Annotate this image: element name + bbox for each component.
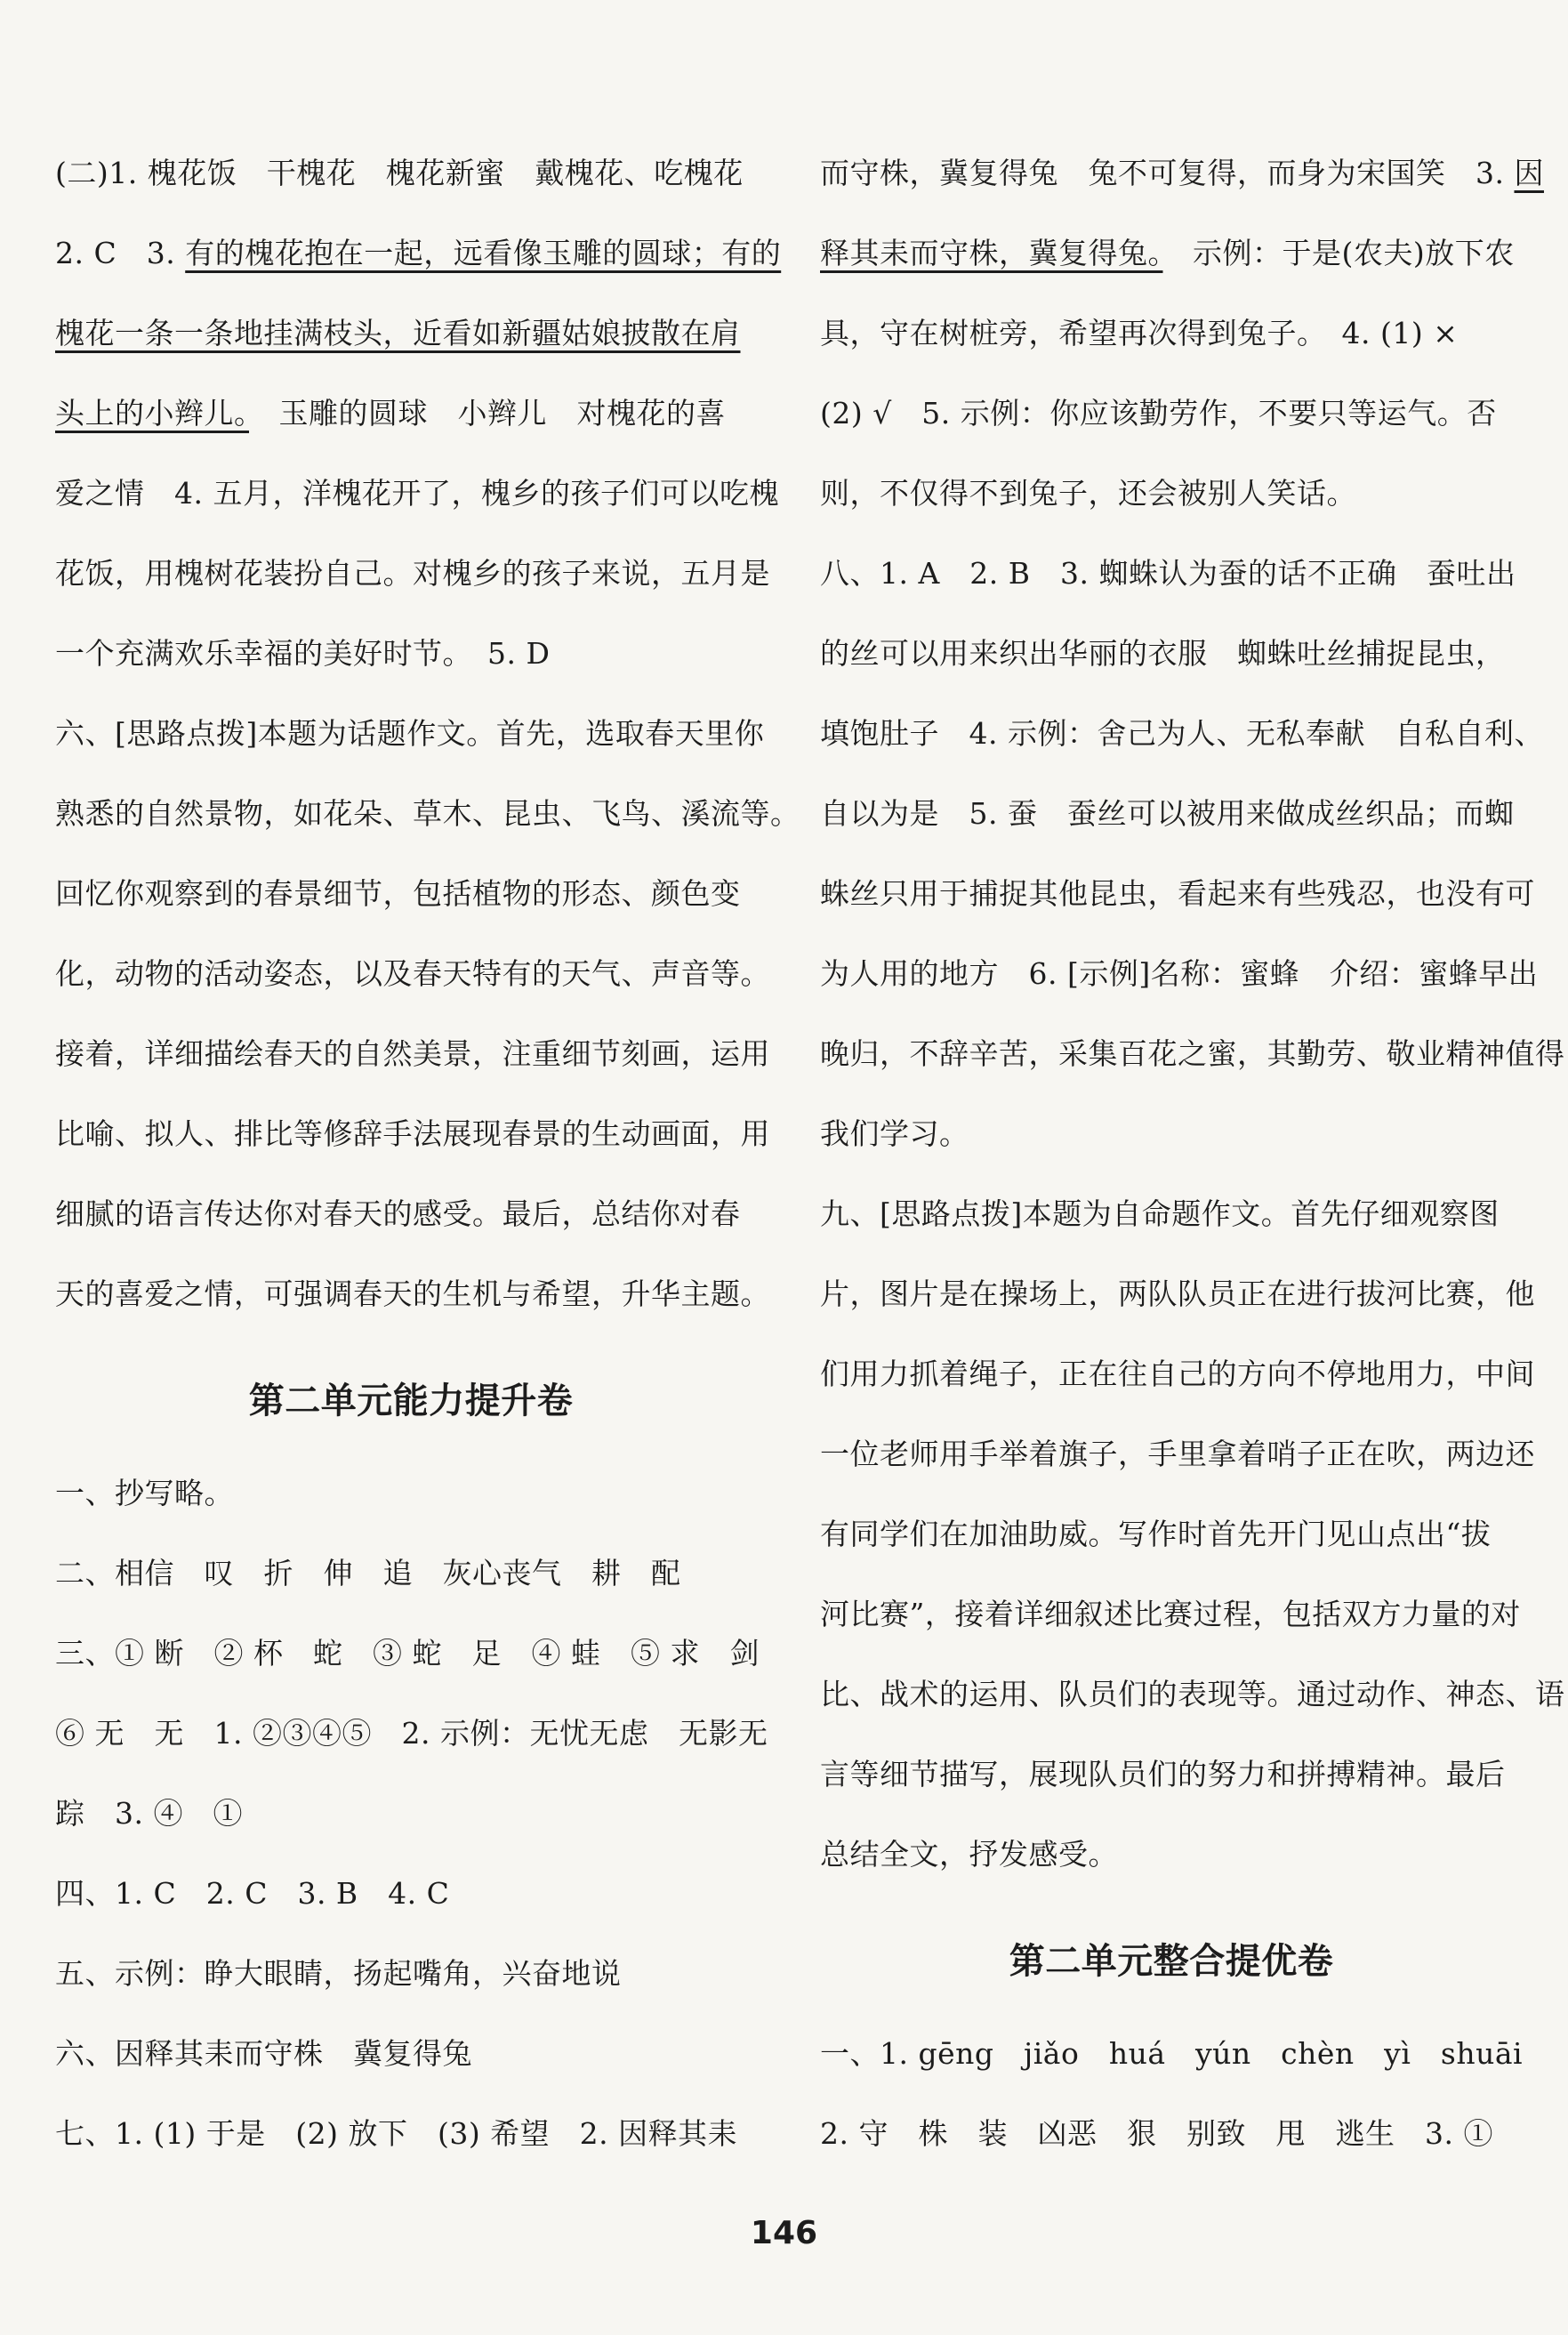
answer-line: 天的喜爱之情，可强调春天的生机与希望，升华主题。 (55, 1276, 770, 1311)
left-column (55, 133, 800, 2174)
answer-line: 一、1. gēng jiǎo huá yún chèn yì shuāi (820, 2036, 1524, 2071)
answer-line: 言等细节描写，展现队员们的努力和拼搏精神。最后 (820, 1757, 1506, 1792)
answer-line: 填饱肚子 4. 示例：舍己为人、无私奉献 自私自利、 (820, 716, 1544, 751)
answer-line: 蛛丝只用于捕捉其他昆虫，看起来有些残忍，也没有可 (820, 876, 1535, 911)
answer-line: 八、1. A 2. B 3. 蜘蛛认为蚕的话不正确 蚕吐出 (820, 556, 1516, 591)
answer-line: 一、抄写略。 (55, 1476, 234, 1510)
answer-line: 二、相信 叹 折 伸 追 灰心丧气 耕 配 (55, 1556, 681, 1590)
answer-line: ⑥ 无 无 1. ②③④⑤ 2. 示例：无忧无虑 无影无 (55, 1716, 768, 1751)
underlined-answer: 头上的小辫儿。 (55, 396, 249, 431)
answer-line: 六、因释其耒而守株 冀复得兔 (55, 2036, 472, 2071)
page-number: 146 (750, 2215, 818, 2251)
answer-line: 熟悉的自然景物，如花朵、草木、昆虫、飞鸟、溪流等。 (55, 796, 800, 831)
answer-line: 晚归，不辞辛苦，采集百花之蜜，其勤劳、敬业精神值得 (820, 1036, 1565, 1071)
answer-line: 们用力抓着绳子，正在往自己的方向不停地用力，中间 (820, 1357, 1535, 1391)
answer-line: 比喻、拟人、排比等修辞手法展现春景的生动画面，用 (55, 1116, 770, 1151)
answer-line (55, 213, 782, 294)
answer-line: 一个充满欢乐幸福的美好时节。 5. D (55, 636, 551, 671)
underlined-answer: 有的槐花抱在一起，远看像玉雕的圆球；有的 (185, 236, 782, 270)
answer-line: 四、1. C 2. C 3. B 4. C (55, 1876, 450, 1911)
section-heading: 第二单元能力提升卷 (248, 1381, 574, 1421)
answer-line: 的丝可以用来织出华丽的衣服 蜘蛛吐丝捕捉昆虫， (820, 636, 1506, 671)
answer-line: 七、1. (1) 于是 (2) 放下 (3) 希望 2. 因释其耒 (55, 2116, 738, 2151)
answer-line: 片，图片是在操场上，两队队员正在进行拔河比赛，他 (820, 1276, 1535, 1311)
answer-line: 回忆你观察到的春景细节，包括植物的形态、颜色变 (55, 876, 741, 911)
section-heading: 第二单元整合提优卷 (1009, 1941, 1334, 1982)
answer-line: 爱之情 4. 五月，洋槐花开了，槐乡的孩子们可以吃槐 (55, 476, 779, 511)
answer-text: 而守株，冀复得兔 兔不可复得，而身为宋国笑 3. (820, 156, 1515, 190)
answer-line: 接着，详细描绘春天的自然美景，注重细节刻画，运用 (55, 1036, 770, 1071)
answer-line (820, 133, 1544, 213)
underlined-answer: 因 (1514, 156, 1544, 190)
answer-line (820, 213, 1523, 294)
answer-line: (二)1. 槐花饭 干槐花 槐花新蜜 戴槐花、吃槐花 (55, 156, 744, 190)
answer-line: 具，守在树桩旁，希望再次得到兔子。 4. (1) × (820, 316, 1459, 350)
answer-line (55, 374, 767, 454)
answer-line: 我们学习。 (820, 1116, 969, 1151)
answer-line: 自以为是 5. 蚕 蚕丝可以被用来做成丝织品；而蜘 (820, 796, 1515, 831)
answer-line: 河比赛”，接着详细叙述比赛过程，包括双方力量的对 (820, 1597, 1521, 1631)
answer-line: 三、① 断 ② 杯 蛇 ③ 蛇 足 ④ 蛙 ⑤ 求 剑 (55, 1636, 760, 1671)
underlined-answer: 槐花一条一条地挂满枝头，近看如新疆姑娘披散在肩 (55, 316, 741, 350)
answer-text: 2. C 3. (55, 236, 186, 270)
answer-text: 玉雕的圆球 小辫儿 对槐花的喜 (249, 396, 726, 431)
answer-line: 踪 3. ④ ① (55, 1796, 243, 1831)
answer-line: 化，动物的活动姿态，以及春天特有的天气、声音等。 (55, 956, 770, 991)
answer-line: 总结全文，抒发感受。 (820, 1837, 1118, 1872)
answer-text: 示例：于是(农夫)放下农 (1162, 236, 1515, 270)
underlined-answer: 释其耒而守株，冀复得兔。 (820, 236, 1163, 270)
answer-line: 则，不仅得不到兔子，还会被别人笑话。 (820, 476, 1356, 511)
right-column (820, 133, 1565, 2174)
answer-line: 2. 守 株 装 凶恶 狠 别致 甩 逃生 3. ① (820, 2116, 1493, 2151)
answer-line: 有同学们在加油助威。写作时首先开门见山点出“拔 (820, 1517, 1492, 1551)
answer-line: 为人用的地方 6. [示例]名称：蜜蜂 介绍：蜜蜂早出 (820, 956, 1539, 991)
answer-line: 一位老师用手举着旗子，手里拿着哨子正在吹，两边还 (820, 1437, 1535, 1471)
answer-line: 五、示例：睁大眼睛，扬起嘴角，兴奋地说 (55, 1956, 622, 1991)
answer-line: 花饭，用槐树花装扮自己。对槐乡的孩子来说，五月是 (55, 556, 770, 591)
answer-line: (2) √ 5. 示例：你应该勤劳作，不要只等运气。否 (820, 396, 1497, 431)
answer-line: 六、[思路点拨]本题为话题作文。首先，选取春天里你 (55, 716, 765, 751)
answer-line: 细腻的语言传达你对春天的感受。最后，总结你对春 (55, 1196, 741, 1231)
answer-line: 比、战术的运用、队员们的表现等。通过动作、神态、语 (820, 1677, 1565, 1711)
answer-line: 九、[思路点拨]本题为自命题作文。首先仔细观察图 (820, 1196, 1500, 1231)
